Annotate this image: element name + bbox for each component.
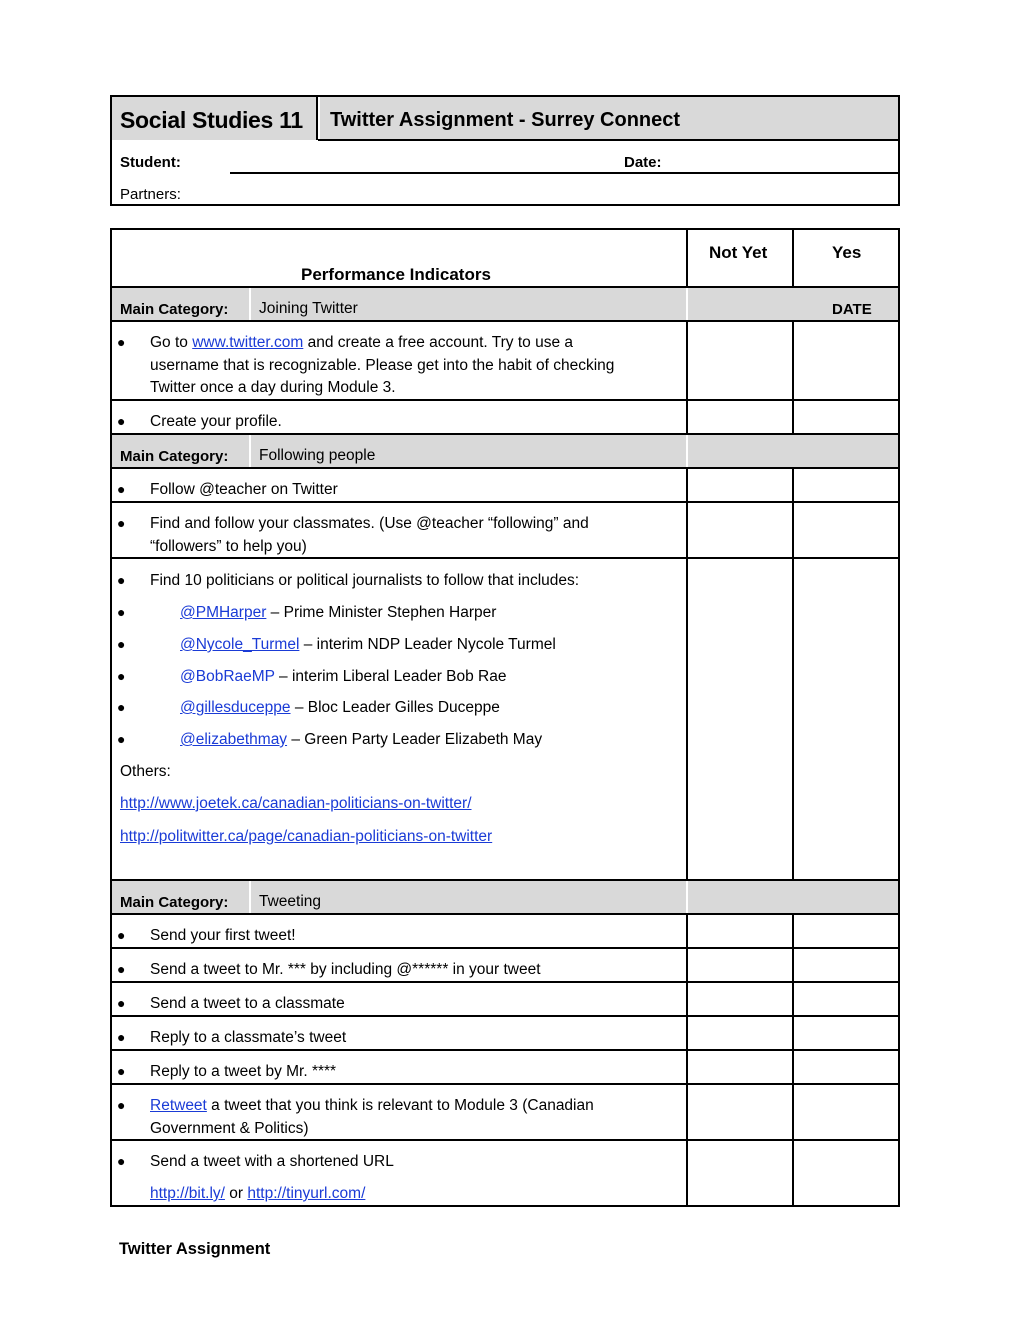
bullet-icon: ●	[117, 731, 126, 747]
politician-item: @gillesduceppe – Bloc Leader Gilles Duceppe	[180, 699, 500, 716]
politician-handle-link[interactable]: @elizabethmay	[180, 731, 288, 748]
bullet-icon: ●	[117, 995, 126, 1011]
task-follow-classmates: Find and follow your classmates. (Use @teacher “following” and “followers” to help you)	[150, 515, 589, 555]
category-label: Main Category:	[120, 894, 229, 911]
assignment-header	[110, 95, 900, 206]
politician-handle-link[interactable]: @Nycole_Turmel	[180, 636, 300, 653]
category-bar-joining	[112, 288, 898, 320]
bullet-icon: ●	[117, 961, 126, 977]
task-reply-teacher: Reply to a tweet by Mr. ****	[150, 1063, 337, 1080]
task-follow-teacher: Follow @teacher on Twitter	[150, 481, 338, 498]
politician-handle-link[interactable]: @gillesduceppe	[180, 699, 291, 716]
bullet-icon: ●	[117, 572, 126, 588]
course-title: Social Studies 11	[120, 107, 303, 133]
category-tweeting: Tweeting	[259, 893, 322, 910]
category-bar-tweeting	[112, 881, 898, 913]
student-row	[112, 141, 898, 172]
bullet-icon: ●	[117, 413, 126, 429]
category-following-people: Following people	[259, 447, 376, 464]
task-retweet: Retweet a tweet that you think is relevant to Module 3 (Canadian Government & Politics)	[150, 1097, 594, 1137]
student-underline	[230, 172, 898, 174]
task-first-tweet: Send your first tweet!	[150, 927, 296, 944]
category-joining-twitter: Joining Twitter	[259, 300, 358, 317]
retweet-link[interactable]: Retweet	[150, 1097, 207, 1114]
task-shortened-url: Send a tweet with a shortened URL	[150, 1153, 394, 1170]
bullet-icon: ●	[117, 515, 126, 531]
politician-item: @PMHarper – Prime Minister Stephen Harper	[180, 604, 497, 621]
politician-item: @elizabethmay – Green Party Leader Elizabeth May	[180, 731, 543, 748]
performance-table	[110, 228, 900, 1207]
task-create-profile: Create your profile.	[150, 413, 282, 430]
shortener-links: http://bit.ly/ or http://tinyurl.com/	[150, 1185, 366, 1202]
footer-title: Twitter Assignment	[119, 1240, 271, 1258]
twitter-link[interactable]: www.twitter.com	[192, 334, 304, 351]
politician-handle-link[interactable]: @PMHarper	[180, 604, 267, 621]
assignment-title: Twitter Assignment - Surrey Connect	[330, 109, 681, 131]
bullet-icon: ●	[117, 668, 126, 684]
col-yes: Yes	[832, 243, 862, 262]
col-not-yet: Not Yet	[709, 243, 768, 262]
bullet-icon: ●	[117, 481, 126, 497]
task-reply-classmate: Reply to a classmate’s tweet	[150, 1029, 347, 1046]
bullet-icon: ●	[117, 699, 126, 715]
bullet-icon: ●	[117, 604, 126, 620]
others-link[interactable]: http://www.joetek.ca/canadian-politicians-on-twitter/	[120, 795, 472, 812]
bullet-icon: ●	[117, 1063, 126, 1079]
task-tweet-teacher: Send a tweet to Mr. *** by including @****** in your tweet	[150, 961, 541, 978]
bitly-link[interactable]: http://bit.ly/	[150, 1185, 225, 1202]
partners-label: Partners:	[120, 186, 181, 203]
category-label: Main Category:	[120, 301, 229, 318]
assignment-cell	[320, 97, 898, 140]
politician-item: @Nycole_Turmel – interim NDP Leader Nycole Turmel	[180, 636, 556, 653]
bullet-icon: ●	[117, 1153, 126, 1169]
bullet-icon: ●	[117, 1097, 126, 1113]
header-title-bar	[112, 97, 898, 140]
bullet-icon: ●	[117, 927, 126, 943]
tinyurl-link[interactable]: http://tinyurl.com/	[247, 1185, 366, 1202]
category-bar-following	[112, 435, 898, 467]
col-performance-indicators: Performance Indicators	[301, 265, 491, 284]
date-label: Date:	[624, 154, 662, 171]
politician-handle[interactable]: @BobRaeMP	[180, 668, 275, 685]
task-follow-politicians: Find 10 politicians or political journalists to follow that includes:	[150, 572, 580, 589]
bullet-icon: ●	[117, 334, 126, 350]
date-column-label: DATE	[832, 301, 872, 318]
others-label: Others:	[120, 763, 171, 780]
category-label: Main Category:	[120, 448, 229, 465]
bullet-icon: ●	[117, 1029, 126, 1045]
task-tweet-classmate: Send a tweet to a classmate	[150, 995, 345, 1012]
others-link[interactable]: http://politwitter.ca/page/canadian-politicians-on-twitter	[120, 828, 493, 845]
politician-item: @BobRaeMP – interim Liberal Leader Bob Rae	[180, 668, 507, 685]
student-label: Student:	[120, 154, 181, 171]
task-create-account: Go to www.twitter.com and create a free account. Try to use a username that is recognizable. Please get into the habit of checking Twitter once a day during Module 3.	[150, 334, 615, 396]
course-cell	[112, 97, 318, 140]
bullet-icon: ●	[117, 636, 126, 652]
